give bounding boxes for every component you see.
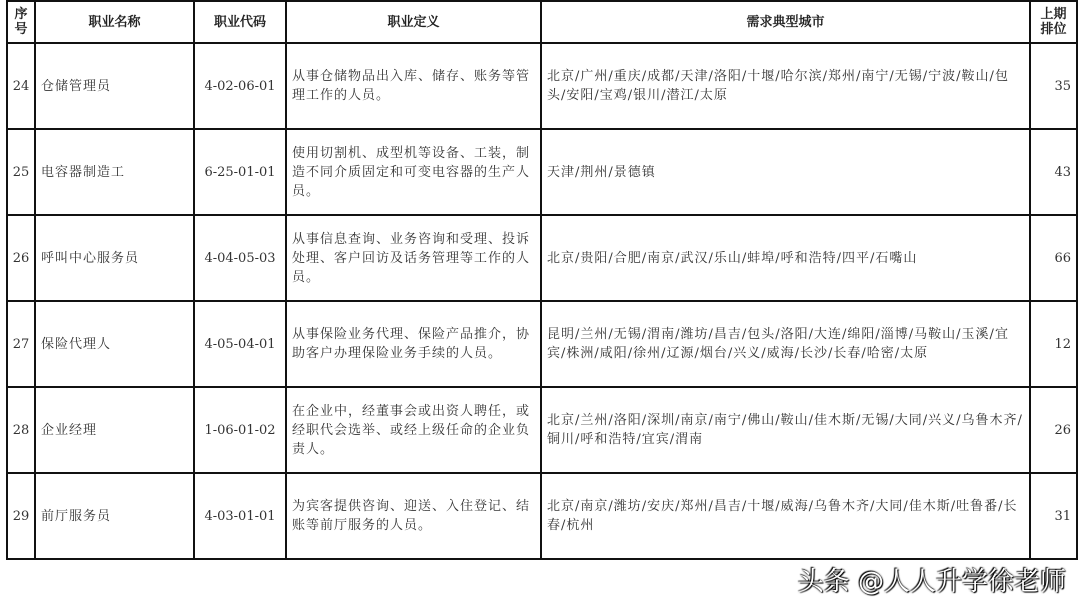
cell-code: 6-25-01-01 xyxy=(194,129,286,215)
cell-prev-rank: 43 xyxy=(1030,129,1077,215)
cell-definition: 在企业中，经董事会或出资人聘任，或经职代会选举、或经上级任命的企业负责人。 xyxy=(286,387,541,473)
cell-cities: 北京/贵阳/合肥/南京/武汉/乐山/蚌埠/呼和浩特/四平/石嘴山 xyxy=(541,215,1030,301)
cell-definition: 使用切割机、成型机等设备、工装，制造不同介质固定和可变电容器的生产人员。 xyxy=(286,129,541,215)
cell-name: 仓储管理员 xyxy=(35,43,194,129)
cell-name: 电容器制造工 xyxy=(35,129,194,215)
cell-name: 呼叫中心服务员 xyxy=(35,215,194,301)
cell-definition: 从事信息查询、业务咨询和受理、投诉处理、客户回访及话务管理等工作的人员。 xyxy=(286,215,541,301)
cell-code: 4-04-05-03 xyxy=(194,215,286,301)
header-code: 职业代码 xyxy=(194,1,286,43)
cell-definition: 为宾客提供咨询、迎送、入住登记、结账等前厅服务的人员。 xyxy=(286,473,541,559)
cell-seq: 25 xyxy=(7,129,35,215)
table-row xyxy=(7,43,1077,129)
cell-seq: 29 xyxy=(7,473,35,559)
header-prev-rank: 上期排位 xyxy=(1030,1,1077,43)
table-row xyxy=(7,215,1077,301)
cell-name: 企业经理 xyxy=(35,387,194,473)
table-row xyxy=(7,301,1077,387)
header-definition: 职业定义 xyxy=(286,1,541,43)
cell-seq: 28 xyxy=(7,387,35,473)
header-cities: 需求典型城市 xyxy=(541,1,1030,43)
cell-code: 4-02-06-01 xyxy=(194,43,286,129)
cell-prev-rank: 31 xyxy=(1030,473,1077,559)
cell-prev-rank: 66 xyxy=(1030,215,1077,301)
header-name: 职业名称 xyxy=(35,1,194,43)
cell-seq: 27 xyxy=(7,301,35,387)
cell-code: 4-03-01-01 xyxy=(194,473,286,559)
watermark: 头条 @人人升学徐老师 xyxy=(797,567,1066,597)
table-body xyxy=(7,43,1077,559)
cell-prev-rank: 35 xyxy=(1030,43,1077,129)
table-row xyxy=(7,387,1077,473)
cell-prev-rank: 12 xyxy=(1030,301,1077,387)
cell-code: 4-05-04-01 xyxy=(194,301,286,387)
cell-cities: 天津/荆州/景德镇 xyxy=(541,129,1030,215)
cell-cities: 北京/兰州/洛阳/深圳/南京/南宁/佛山/鞍山/佳木斯/无锡/大同/兴义/乌鲁木齐/铜川/呼和浩特/宜宾/渭南 xyxy=(541,387,1030,473)
cell-cities: 北京/广州/重庆/成都/天津/洛阳/十堰/哈尔滨/郑州/南宁/无锡/宁波/鞍山/包头/安阳/宝鸡/银川/潜江/太原 xyxy=(541,43,1030,129)
cell-seq: 26 xyxy=(7,215,35,301)
cell-definition: 从事保险业务代理、保险产品推介，协助客户办理保险业务手续的人员。 xyxy=(286,301,541,387)
table-header-row xyxy=(7,1,1077,43)
cell-seq: 24 xyxy=(7,43,35,129)
cell-name: 保险代理人 xyxy=(35,301,194,387)
cell-cities: 北京/南京/潍坊/安庆/郑州/昌吉/十堰/威海/乌鲁木齐/大同/佳木斯/吐鲁番/长春/杭州 xyxy=(541,473,1030,559)
occupation-table xyxy=(6,0,1078,560)
cell-cities: 昆明/兰州/无锡/渭南/潍坊/昌吉/包头/洛阳/大连/绵阳/淄博/马鞍山/玉溪/宜宾/株洲/咸阳/徐州/辽源/烟台/兴义/威海/长沙/长春/哈密/太原 xyxy=(541,301,1030,387)
table-row xyxy=(7,129,1077,215)
header-seq: 序号 xyxy=(7,1,35,43)
cell-name: 前厅服务员 xyxy=(35,473,194,559)
cell-definition: 从事仓储物品出入库、储存、账务等管理工作的人员。 xyxy=(286,43,541,129)
cell-prev-rank: 26 xyxy=(1030,387,1077,473)
cell-code: 1-06-01-02 xyxy=(194,387,286,473)
table-row xyxy=(7,473,1077,559)
